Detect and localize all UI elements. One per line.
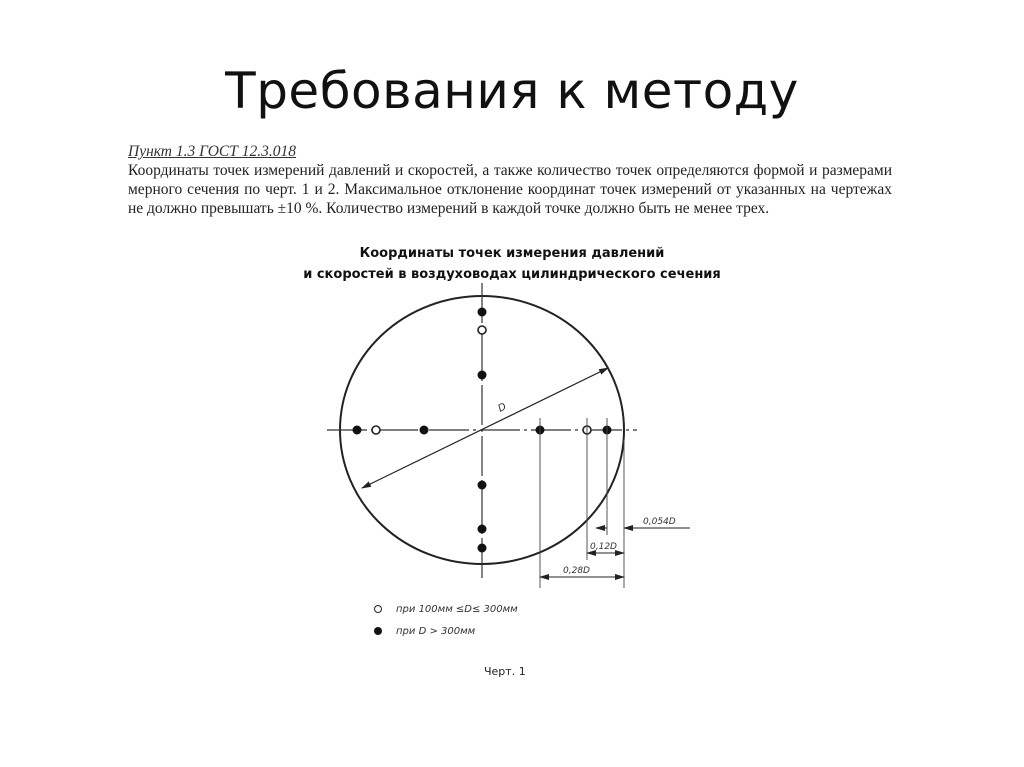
figure-caption: Черт. 1 <box>484 665 526 678</box>
point-filled <box>478 525 487 534</box>
point-filled <box>478 481 487 490</box>
figure-title-line-1: Координаты точек измерения давлений <box>359 246 665 261</box>
svg-text:0,28D: 0,28D <box>563 566 590 576</box>
extension-lines <box>540 418 624 588</box>
dimension-0-054d <box>596 517 690 528</box>
dimension-0-28d <box>540 566 624 577</box>
legend-item-open <box>374 598 518 620</box>
point-filled <box>420 426 429 435</box>
legend-text: при 100мм ≤D≤ 300мм <box>396 603 518 615</box>
dimension-0-12d <box>587 542 624 553</box>
svg-text:0,054D: 0,054D <box>643 517 676 527</box>
figure-legend <box>374 598 518 642</box>
clause-reference: Пункт 1.3 ГОСТ 12.3.018 <box>128 143 297 160</box>
svg-text:0,12D: 0,12D <box>590 542 617 552</box>
point-filled <box>353 426 362 435</box>
point-filled <box>478 544 487 553</box>
point-filled <box>478 371 487 380</box>
legend-item-filled <box>374 620 518 642</box>
diameter-line <box>362 368 608 488</box>
point-open <box>478 326 486 334</box>
open-circle-icon <box>374 605 382 613</box>
requirement-paragraph: Координаты точек измерений давлений и скоростей, а также количество точек определяются формой и размерами мерного сечения по черт. 1 и 2. Максимальное отклонение координат точек измерений от указанных на чертежах не должно превышать ±10 %. Количество измерений в каждой точке должно быть не менее трех. <box>128 162 892 217</box>
filled-circle-icon <box>374 627 382 635</box>
legend-text: при D > 300мм <box>396 625 476 637</box>
diameter-label: D <box>496 401 509 415</box>
point-filled <box>478 308 487 317</box>
point-open <box>372 426 380 434</box>
slide-title: Требования к методу <box>225 62 799 120</box>
figure-title-line-2: и скоростей в воздуховодах цилиндрического сечения <box>303 267 721 282</box>
